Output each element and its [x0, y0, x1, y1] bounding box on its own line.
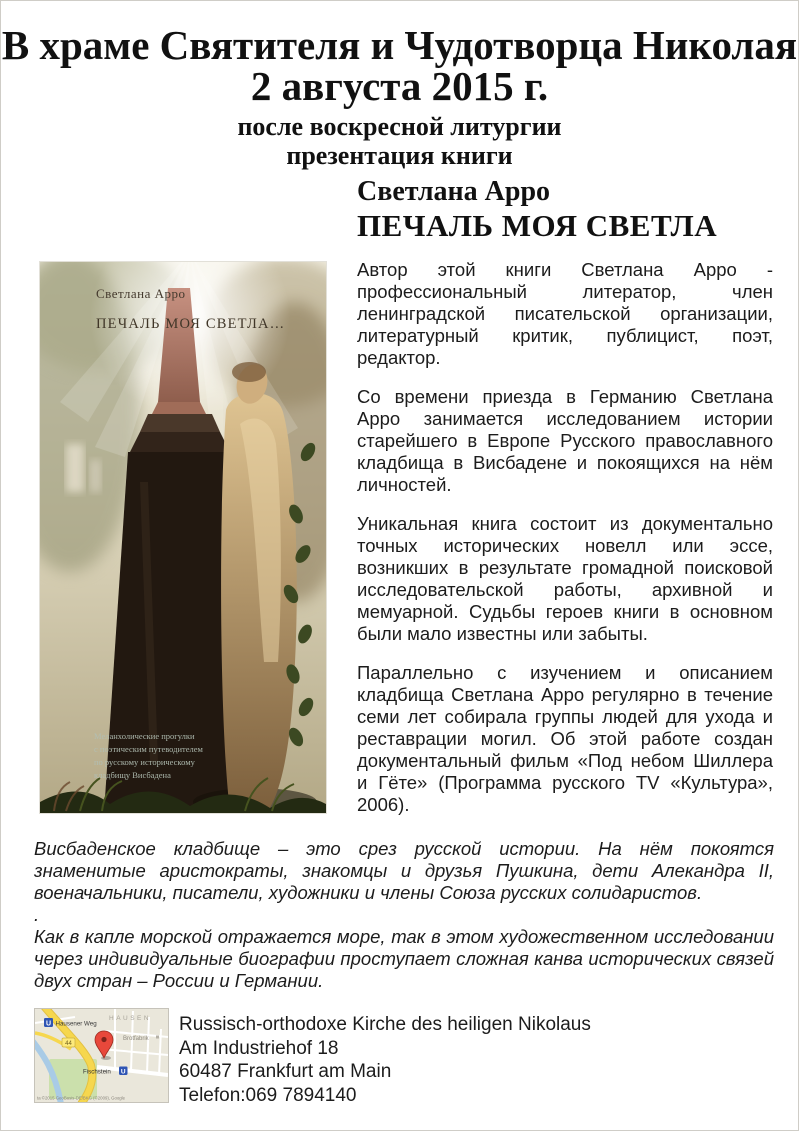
- body-paragraph: Уникальная книга состоит из документально точных исторических новелл или эссе, возникших в результате громадной поисковой исследовательской работы, архивной и мемуарной. Судьбы героев книги в основном были мало известны или забыты.: [357, 513, 773, 644]
- body-paragraph: Со времени приезда в Германию Светлана Арро занимается исследованием истории старейшего в Европе Русского православного кладбища в Висбадене и покоящихся на нём личностей.: [357, 386, 773, 495]
- book-heading: [357, 175, 717, 243]
- map-poi-marker: [156, 1036, 159, 1039]
- svg-text:с поэтическим путеводителем: с поэтическим путеводителем: [94, 744, 203, 754]
- event-subtitle-line1: после воскресной литургии: [237, 112, 562, 141]
- u-bahn-letter: U: [120, 1068, 126, 1076]
- map-station-hausener-weg: Hausener Weg: [55, 1020, 97, 1028]
- footer: [34, 1008, 591, 1107]
- summary-paragraph: Висбаденское кладбище – это срез русской истории. На нём покоятся знаменитые аристократы, знакомцы и друзья Пушкина, дети Алекандра II, военачальники, писатели, художники и члены Союза русских солидаристов.: [34, 838, 774, 903]
- map-copyright: ta ©2015 GeoBasis-DE/BKG (©2009), Google: [37, 1095, 126, 1101]
- location-map: [34, 1008, 169, 1103]
- map-image: [35, 1009, 168, 1102]
- distant-monument: [66, 444, 84, 492]
- book-author: Светлана Арро: [357, 176, 551, 207]
- event-header: [1, 22, 798, 170]
- pedestal-molding: [130, 432, 230, 452]
- map-area-label: HAUSEN: [109, 1015, 152, 1022]
- event-subtitle-line2: презентация книги: [286, 141, 513, 170]
- cover-author-text: Светлана Арро: [96, 286, 186, 301]
- obelisk-shoulder: [152, 402, 206, 414]
- event-title-line2: 2 августа 2015 г.: [250, 63, 549, 109]
- address-line-street: Am Industriehof 18: [179, 1037, 339, 1059]
- annotation-column: [357, 259, 773, 833]
- distant-monument: [90, 460, 101, 492]
- svg-text:Меланхолические прогулки: Меланхолические прогулки: [94, 731, 195, 741]
- road-badge-label: 44: [65, 1040, 72, 1047]
- map-pin-dot: [101, 1037, 106, 1042]
- book-title: ПЕЧАЛЬ МОЯ СВЕТЛА: [357, 208, 718, 243]
- statue-veil: [232, 362, 266, 382]
- address-block: [179, 1008, 591, 1107]
- address-line-church: Russisch-orthodoxe Kirche des heiligen Nikolaus: [179, 1014, 591, 1035]
- stray-period: .: [34, 904, 40, 925]
- cover-artwork: [40, 262, 326, 813]
- u-bahn-letter: U: [45, 1020, 52, 1028]
- body-paragraph: Автор этой книги Светлана Арро - профессиональный литератор, член ленинградской писательской организации, литературный критик, публицист, поэт, редактор.: [357, 259, 773, 368]
- event-title-line1: В храме Святителя и Чудотворца Николая: [1, 22, 798, 68]
- summary-block: [34, 838, 774, 992]
- pedestal-molding: [140, 414, 220, 432]
- map-station-fischstein: Fischstein: [83, 1068, 111, 1076]
- cover-title-text: ПЕЧАЛЬ МОЯ СВЕТЛА…: [96, 316, 286, 332]
- map-poi-brotfabrik: Brotfabrik: [123, 1036, 149, 1042]
- svg-text:по русскому историческому: по русскому историческому: [94, 757, 195, 767]
- book-cover-image: [40, 262, 326, 813]
- svg-text:кладбищу Висбадена: кладбищу Висбадена: [94, 770, 171, 780]
- address-line-phone: Telefon:069 7894140: [179, 1084, 357, 1106]
- address-line-city: 60487 Frankfurt am Main: [179, 1061, 392, 1082]
- pin-shadow: [101, 1056, 111, 1060]
- body-paragraph: Параллельно с изучением и описанием кладбища Светлана Арро регулярно в течение семи лет собирала группы людей для ухода и реставрации могил. Об этой работе создан документальный фильм «Под небом Шиллера и Гёте» (Программа русского TV «Культура», 2006).: [357, 662, 773, 815]
- summary-paragraph: Как в капле морской отражается море, так в этом художественном исследовании через индивидуальные биографии проступает сложная канва исторических связей двух стран – России и Германии.: [34, 926, 774, 991]
